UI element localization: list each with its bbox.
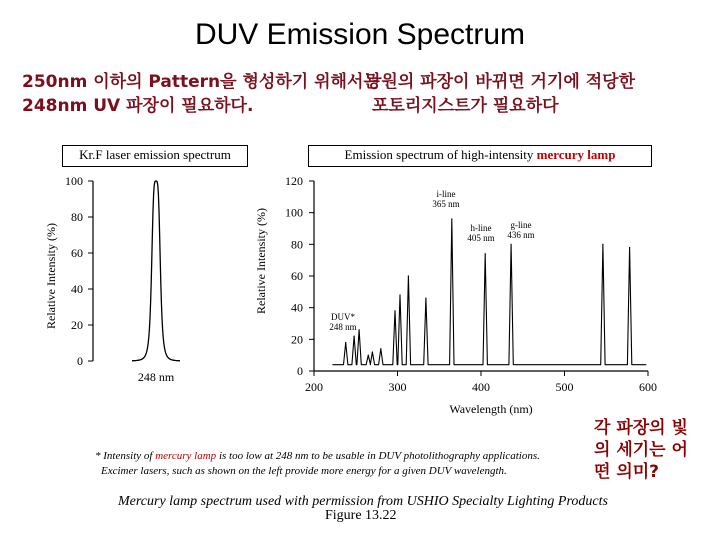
krf-y-tick-label: 100 (65, 174, 83, 188)
mercury-annotation: 405 nm (467, 233, 495, 243)
mercury-x-tick-label: 200 (305, 380, 323, 394)
korean-note-right-line1: 광원의 파장이 바뀌면 거기에 적당한 (365, 72, 636, 92)
figure-label: Figure 13.22 (325, 508, 397, 523)
mercury-line-peak (358, 329, 359, 330)
mercury-line-peak (394, 310, 395, 311)
mercury-y-axis-label: Relative Intensity (%) (254, 208, 268, 314)
mercury-chart-title-highlight: mercury lamp (536, 147, 616, 162)
mercury-y-tick-label: 20 (291, 332, 303, 347)
mercury-x-tick-label: 600 (639, 380, 657, 394)
footnote-line1-post: is too low at 248 nm to be usable in DUV photolithography applications. (216, 450, 540, 462)
mercury-x-tick-label: 400 (472, 380, 490, 394)
mercury-line-peak (408, 275, 409, 276)
footnote-line2: Excimer lasers, such as shown on the left provide more energy for a given DUV wavelength. (101, 465, 507, 477)
mercury-line-peak (353, 336, 354, 337)
krf-y-tick-label: 80 (71, 210, 83, 224)
krf-laser-chart (44, 174, 180, 384)
footnote-line1 (95, 450, 540, 462)
mercury-y-tick-label: 120 (285, 174, 303, 188)
image-credit: Mercury lamp spectrum used with permission from USHIO Specialty Lighting Products (118, 494, 608, 509)
korean-note-right-line2: 포토리지스트가 필요하다 (372, 96, 559, 116)
mercury-line-peak (485, 253, 486, 254)
mercury-line-peak (399, 294, 400, 295)
krf-y-axis-label: Relative Intensity (%) (44, 223, 58, 329)
mercury-chart-title-pre: Emission spectrum of high-intensity (344, 147, 537, 162)
krf-chart-title: Kr.F laser emission spectrum (79, 147, 231, 162)
footnote-line1-pre: * Intensity of (95, 450, 156, 462)
mercury-lamp-chart (254, 174, 657, 416)
mercury-y-tick-label: 40 (291, 300, 303, 315)
side-question (594, 417, 688, 483)
korean-note-left-line2: 248nm UV 파장이 필요하다. (22, 96, 254, 116)
side-question-line1: 각 파장의 빛 (594, 418, 688, 438)
mercury-line-peak (425, 298, 426, 299)
krf-y-tick-label: 40 (71, 282, 83, 296)
mercury-annotation: 248 nm (329, 322, 357, 332)
mercury-line-peak (368, 355, 369, 356)
mercury-annotation: h-line (470, 223, 492, 233)
mercury-line-peak (629, 247, 630, 248)
footnote-line1-highlight: mercury lamp (155, 450, 217, 462)
mercury-annotation: 436 nm (507, 230, 535, 240)
mercury-y-tick-label: 0 (297, 364, 303, 378)
mercury-line-peak (345, 342, 346, 343)
mercury-line-peak (372, 351, 373, 352)
mercury-x-tick-label: 300 (388, 380, 407, 394)
mercury-y-tick-label: 100 (285, 205, 303, 220)
mercury-line-peak (451, 218, 452, 219)
mercury-y-tick-label: 60 (291, 269, 303, 283)
mercury-y-tick-label: 80 (291, 237, 303, 252)
page-title: DUV Emission Spectrum (194, 18, 526, 51)
mercury-annotation: 365 nm (432, 199, 460, 209)
krf-peak-label: 248 nm (137, 370, 175, 384)
side-question-line2: 의 세기는 어 (594, 440, 688, 460)
korean-note-left-line1: 250nm 이하의 Pattern을 형성하기 위해서는 (22, 72, 380, 92)
mercury-line-peak (510, 244, 511, 245)
mercury-annotation: g-line (510, 220, 532, 230)
krf-y-tick-label: 20 (71, 318, 83, 332)
mercury-line-peak (380, 348, 381, 349)
mercury-line-peak (602, 244, 603, 245)
mercury-annotation: DUV* (331, 312, 355, 322)
mercury-x-tick-label: 500 (555, 380, 574, 394)
side-question-line3: 떤 의미? (594, 462, 660, 482)
mercury-annotation: i-line (436, 189, 456, 199)
krf-y-tick-label: 60 (71, 246, 83, 260)
krf-emission-peak (132, 181, 180, 361)
krf-y-tick-label: 0 (77, 354, 83, 368)
mercury-x-axis-label: Wavelength (nm) (449, 402, 533, 416)
